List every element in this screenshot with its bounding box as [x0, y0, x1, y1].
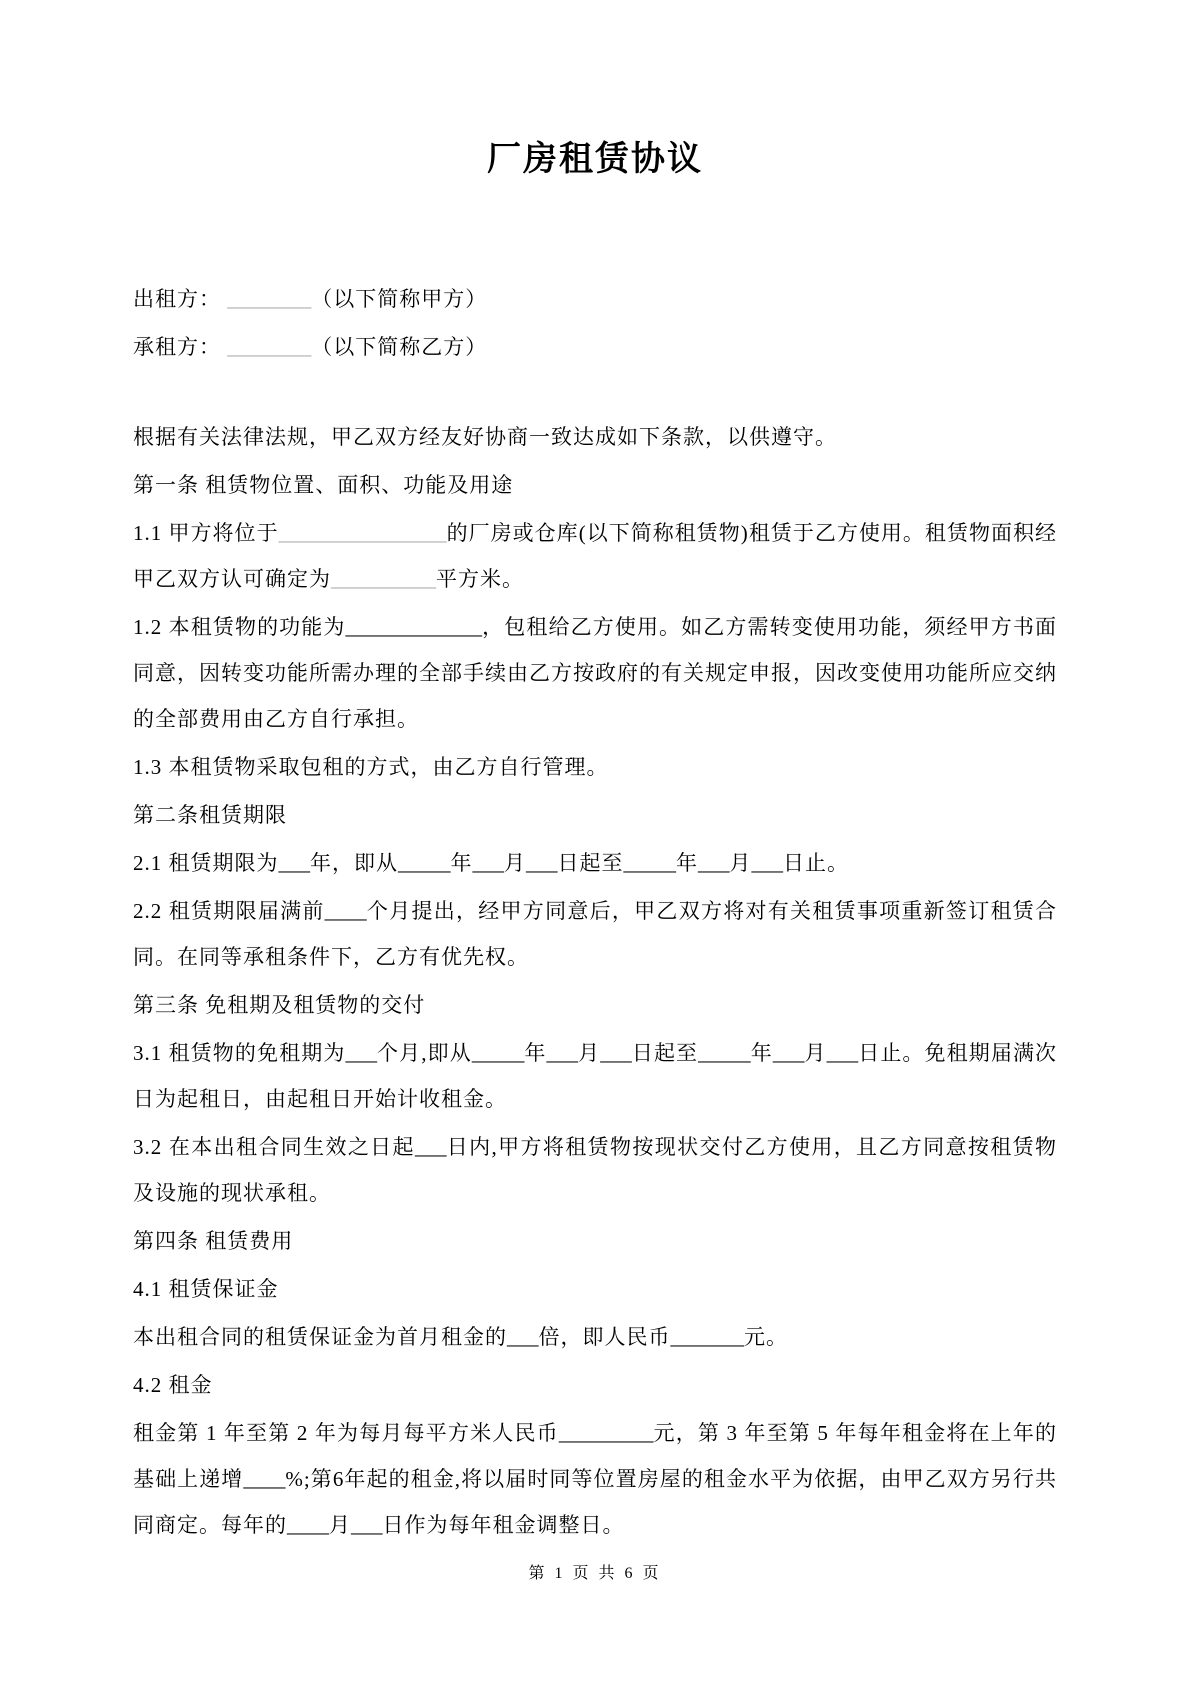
fill-in-blank[interactable]: _____________ [345, 615, 483, 639]
fill-in-blank[interactable]: _____ [398, 851, 451, 875]
clause-2-1: 2.1 租赁期限为___年，即从_____年___月___日起至_____年___月___日止。 [133, 851, 849, 875]
fill-in-blank[interactable]: ___ [472, 851, 504, 875]
fill-in-blank[interactable]: ________ [227, 335, 312, 359]
fill-in-blank[interactable]: ____ [287, 1513, 329, 1537]
fill-in-blank[interactable]: ____ [243, 1467, 286, 1491]
party-lessee-line: 承租方： ________（以下简称乙方） [133, 335, 488, 359]
fill-in-blank[interactable]: ___ [698, 851, 730, 875]
fill-in-blank[interactable]: ___ [600, 1041, 632, 1065]
fill-in-blank[interactable]: ___ [526, 851, 558, 875]
document-body [133, 276, 1057, 1548]
article-2-heading: 第二条租赁期限 [133, 803, 287, 827]
fill-in-blank[interactable]: _________ [558, 1421, 654, 1445]
clause-4-1-body: 本出租合同的租赁保证金为首月租金的___倍，即人民币_______元。 [133, 1325, 788, 1349]
preamble: 根据有关法律法规，甲乙双方经友好协商一致达成如下条款，以供遵守。 [133, 425, 837, 449]
document-title: 厂房租赁协议 [487, 141, 703, 178]
article-4-heading: 第四条 租赁费用 [133, 1229, 294, 1253]
fill-in-blank[interactable]: _____ [623, 851, 676, 875]
party-lessor-line: 出租方： ________（以下简称甲方） [133, 287, 488, 311]
fill-in-blank[interactable]: ___ [351, 1513, 383, 1537]
fill-in-blank[interactable]: ___ [345, 1041, 377, 1065]
clause-4-2-heading: 4.2 租金 [133, 1373, 213, 1397]
fill-in-blank[interactable]: __________ [331, 567, 436, 591]
page-footer [0, 1560, 1190, 1583]
clause-2-2: 2.2 租赁期限届满前____个月提出，经甲方同意后，甲乙双方将对有关租赁事项重新签订租赁合同。在同等承租条件下，乙方有优先权。 [133, 899, 1057, 969]
fill-in-blank[interactable]: ___ [278, 851, 310, 875]
clause-4-1-heading: 4.1 租赁保证金 [133, 1277, 279, 1301]
fill-in-blank[interactable]: ___ [507, 1325, 539, 1349]
fill-in-blank[interactable]: ___ [546, 1041, 579, 1065]
clause-3-2: 3.2 在本出租合同生效之日起___日内,甲方将租赁物按现状交付乙方使用，且乙方同意按租赁物及设施的现状承租。 [133, 1135, 1058, 1205]
fill-in-blank[interactable]: _______ [670, 1325, 744, 1349]
clause-3-1: 3.1 租赁物的免租期为___个月,即从_____年___月___日起至_____年___月___日止。免租期届满次日为起租日，由起租日开始计收租金。 [133, 1041, 1058, 1111]
fill-in-blank[interactable]: ________________ [278, 521, 447, 545]
clause-4-2-body: 租金第 1 年至第 2 年为每月每平方米人民币_________元，第 3 年至第 5 年每年租金将在上年的基础上递增____%;第6年起的租金,将以届时同等位置房屋的租金水平为依据，由甲乙双方另行共同商定。每年的____月___日作为每年租金调整日。 [133, 1421, 1058, 1537]
document-content [133, 0, 1057, 1550]
fill-in-blank[interactable]: ____ [324, 899, 367, 923]
clause-1-3: 1.3 本租赁物采取包租的方式，由乙方自行管理。 [133, 755, 609, 779]
fill-in-blank[interactable]: ___ [414, 1135, 447, 1159]
fill-in-blank[interactable]: ___ [826, 1041, 859, 1065]
fill-in-blank[interactable]: ___ [751, 851, 783, 875]
fill-in-blank[interactable]: ________ [227, 287, 312, 311]
clause-1-2: 1.2 本租赁物的功能为_____________，包租给乙方使用。如乙方需转变使用功能，须经甲方书面同意，因转变功能所需办理的全部手续由乙方按政府的有关规定申报，因改变使用功能所应交纳的全部费用由乙方自行承担。 [133, 615, 1058, 731]
page-number-label: 第 1 页 共 6 页 [528, 1565, 662, 1582]
article-1-heading: 第一条 租赁物位置、面积、功能及用途 [133, 473, 514, 497]
fill-in-blank[interactable]: ___ [772, 1041, 805, 1065]
clause-1-1: 1.1 甲方将位于________________的厂房或仓库(以下简称租赁物)租赁于乙方使用。租赁物面积经甲乙双方认可确定为__________平方米。 [133, 521, 1058, 591]
fill-in-blank[interactable]: _____ [698, 1041, 751, 1065]
article-3-heading: 第三条 免租期及租赁物的交付 [133, 993, 426, 1017]
fill-in-blank[interactable]: _____ [471, 1041, 525, 1065]
